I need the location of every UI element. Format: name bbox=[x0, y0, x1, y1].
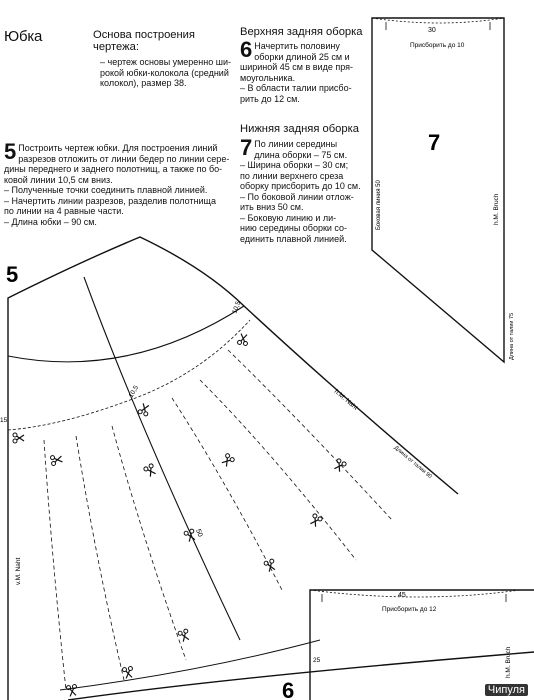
step7-line: оборку присборить до 10 см. bbox=[240, 181, 361, 191]
figure7-gather-note: Присборить до 10 bbox=[410, 42, 465, 49]
step5-line: – Начертить линии разрезов, разделив полотнища bbox=[4, 195, 216, 206]
step7-line: длина оборки – 75 см. bbox=[254, 149, 348, 160]
figure7-fold: h.M. Bruch bbox=[493, 193, 500, 225]
step6-line: оборки длиной 25 см и bbox=[254, 51, 350, 62]
figure6-height: 25 bbox=[313, 657, 321, 664]
step7-number: 7 bbox=[240, 135, 253, 160]
base-heading-line: чертежа: bbox=[93, 41, 139, 53]
step5-line: разрезов отложить от линии бедер по линии сере- bbox=[18, 153, 230, 164]
step7-line: по линии верхнего среза bbox=[240, 170, 344, 181]
base-body-line: рокой юбки-колокола (средний bbox=[100, 67, 229, 78]
step7-heading: Нижняя задняя оборка bbox=[240, 123, 359, 135]
step7-line: – По боковой линии отлож- bbox=[240, 191, 354, 202]
step6-line: моугольника. bbox=[240, 72, 296, 83]
figure7-side-line: Боковая линия 50 bbox=[376, 180, 382, 230]
step5-number: 5 bbox=[4, 139, 17, 164]
step5-line: ковой линии 10,5 см вниз. bbox=[4, 174, 113, 185]
watermark: Чипуля bbox=[485, 684, 528, 696]
step6-number: 6 bbox=[240, 37, 253, 62]
figure5-seam-right: h.M. Naht bbox=[332, 388, 359, 412]
figure5-seam-left: v.M. Naht bbox=[15, 557, 22, 585]
base-body-line: – чертеж основы умеренно ши- bbox=[100, 57, 231, 67]
step5-line: дины переднего и заднего полотнищ, а также по бо- bbox=[4, 164, 223, 174]
step6-line: Начертить половину bbox=[254, 41, 340, 51]
figure7-ruffle bbox=[372, 18, 515, 362]
step7-line: единить плавной линией. bbox=[240, 233, 347, 244]
figure5-mark-10-5-mid: 10,5 bbox=[127, 384, 141, 399]
step6-line: – В области талии присбо- bbox=[240, 83, 352, 93]
base-body-line: колокол), размер 38. bbox=[100, 78, 187, 88]
figure5-length-90: Длина от талии 90 bbox=[392, 444, 433, 480]
page-title: Юбка bbox=[4, 28, 43, 45]
step7-line: ить вниз 50 см. bbox=[240, 202, 304, 212]
figure6-width: 45 bbox=[398, 592, 406, 599]
figure5-mark-15: 15 bbox=[0, 417, 8, 424]
figure5-side-50: 50 bbox=[194, 528, 204, 539]
step6-line: рить до 12 см. bbox=[240, 93, 300, 104]
step6-line: шириной 45 см в виде пря- bbox=[240, 62, 353, 72]
step5-line: по линии на 4 равные части. bbox=[4, 206, 124, 216]
figure6-fold: h.M. Bruch bbox=[505, 646, 512, 678]
step7-line: – Боковую линию и ли- bbox=[240, 212, 337, 223]
step7-line: По линии середины bbox=[254, 139, 338, 149]
figure7-top-width: 30 bbox=[428, 27, 436, 34]
figure7-label: 7 bbox=[428, 130, 441, 155]
step5-line: – Длина юбки – 90 см. bbox=[4, 216, 97, 227]
step5-line: Построить чертеж юбки. Для построения линий bbox=[18, 143, 218, 153]
figure5-mark-10-5-top: 10,5 bbox=[231, 300, 243, 315]
figure5-label: 5 bbox=[6, 262, 19, 287]
step5-line: – Полученные точки соединить плавной линией. bbox=[4, 185, 208, 195]
step7-line: нию середины оборки со- bbox=[240, 223, 348, 233]
figure7-center-length: Длина от талии 75 bbox=[509, 312, 515, 360]
step7-line: – Ширина оборки – 30 см; bbox=[240, 160, 349, 170]
figure6-gather-note: Присборить до 12 bbox=[382, 606, 437, 613]
step6-heading: Верхняя задняя оборка bbox=[240, 26, 363, 38]
base-heading-line: Основа построения bbox=[93, 29, 195, 41]
figure6-label: 6 bbox=[282, 678, 295, 700]
